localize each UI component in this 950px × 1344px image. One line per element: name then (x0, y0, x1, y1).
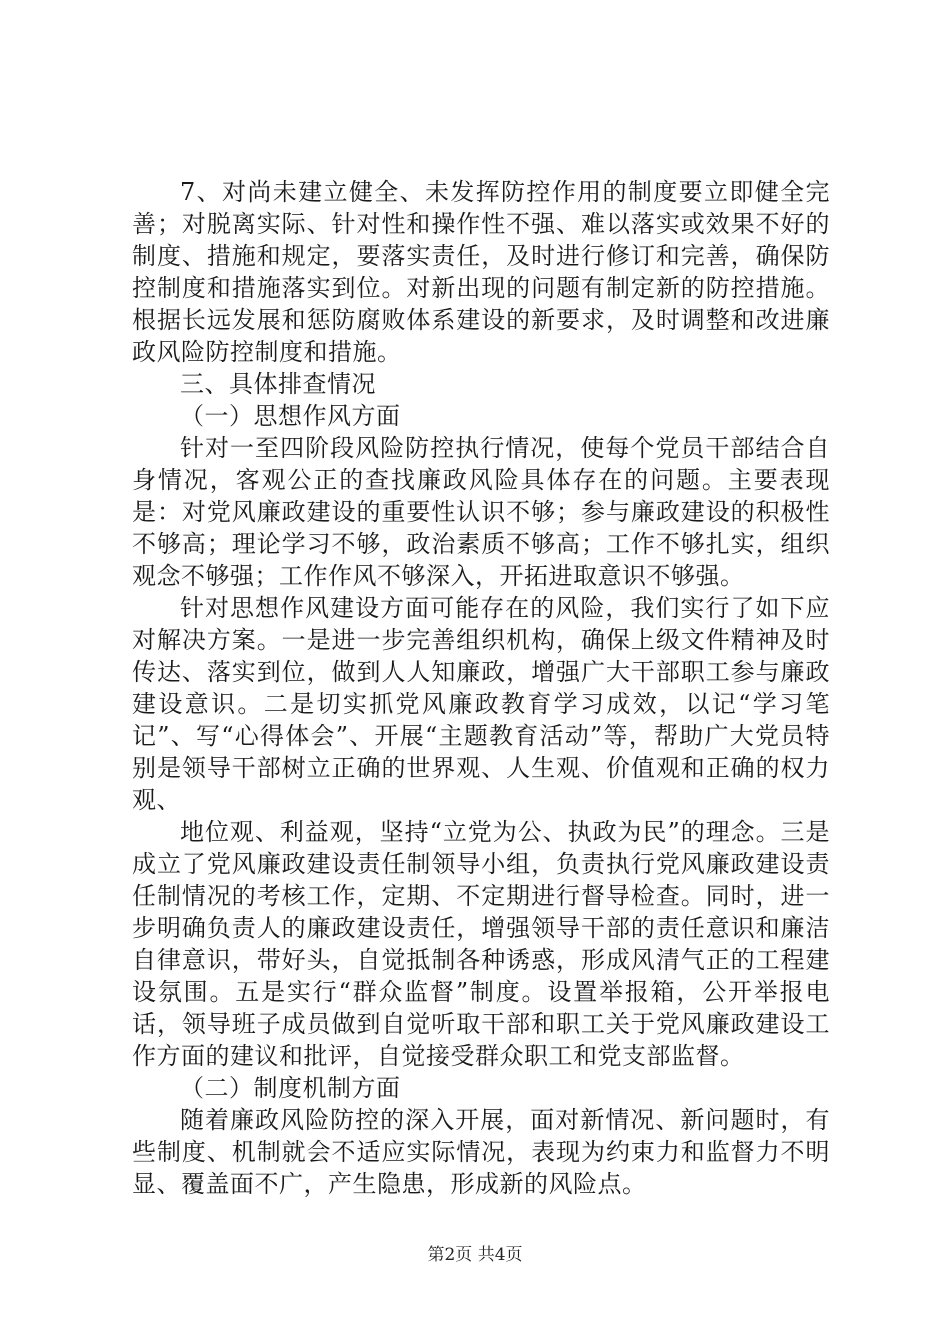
subsection-heading-ideological-style: （一）思想作风方面 (180, 402, 401, 430)
page-number-footer: 第2页 共4页 (427, 1245, 523, 1265)
paragraph-new-risk-points: 随着廉政风险防控的深入开展，面对新情况、新问题时，有些制度、机制就会不适应实际情况，表现为约束力和监督力不明显、覆盖面不广，产生隐患，形成新的风险点。 (132, 1106, 830, 1198)
paragraph-item-7: 7、对尚未建立健全、未发挥防控作用的制度要立即健全完善；对脱离实际、针对性和操作性不强、难以落实或效果不好的制度、措施和规定，要落实责任，及时进行修订和完善，确保防控制度和措施落实到位。对新出现的问题有制定新的防控措施。根据长远发展和惩防腐败体系建设的新要求，及时调整和改进廉政风险防控制度和措施。 (132, 178, 830, 366)
paragraph-response-plan: 针对思想作风建设方面可能存在的风险，我们实行了如下应对解决方案。一是进一步完善组织机构，确保上级文件精神及时传达、落实到位，做到人人知廉政，增强广大干部职工参与廉政建设意识。二是切实抓党风廉政教育学习成效，以记“学习笔记”、写“心得体会”、开展“主题教育活动”等，帮助广大党员特别是领导干部树立正确的世界观、人生观、价值观和正确的权力观、 (132, 594, 830, 814)
subsection-heading-institutional-mechanism: （二）制度机制方面 (180, 1074, 401, 1102)
paragraph-problems-found: 针对一至四阶段风险防控执行情况，使每个党员干部结合自身情况，客观公正的查找廉政风险具体存在的问题。主要表现是：对党风廉政建设的重要性认识不够；参与廉政建设的积极性不够高；理论学习不够，政治素质不够高；工作不够扎实，组织观念不够强；工作作风不够深入，开拓进取意识不够强。 (132, 434, 830, 590)
paragraph-responsibility-system: 地位观、利益观，坚持“立党为公、执政为民”的理念。三是成立了党风廉政建设责任制领导小组，负责执行党风廉政建设责任制情况的考核工作，定期、不定期进行督导检查。同时，进一步明确负责人的廉政建设责任，增强领导干部的责任意识和廉洁自律意识，带好头，自觉抵制各种诱惑，形成风清气正的工程建设氛围。五是实行“群众监督”制度。设置举报箱，公开举报电话，领导班子成员做到自觉听取干部和职工关于党风廉政建设工作方面的建议和批评，自觉接受群众职工和党支部监督。 (132, 818, 830, 1070)
section-heading-specific-investigation: 三、具体排查情况 (180, 370, 376, 398)
document-body (132, 176, 830, 1200)
